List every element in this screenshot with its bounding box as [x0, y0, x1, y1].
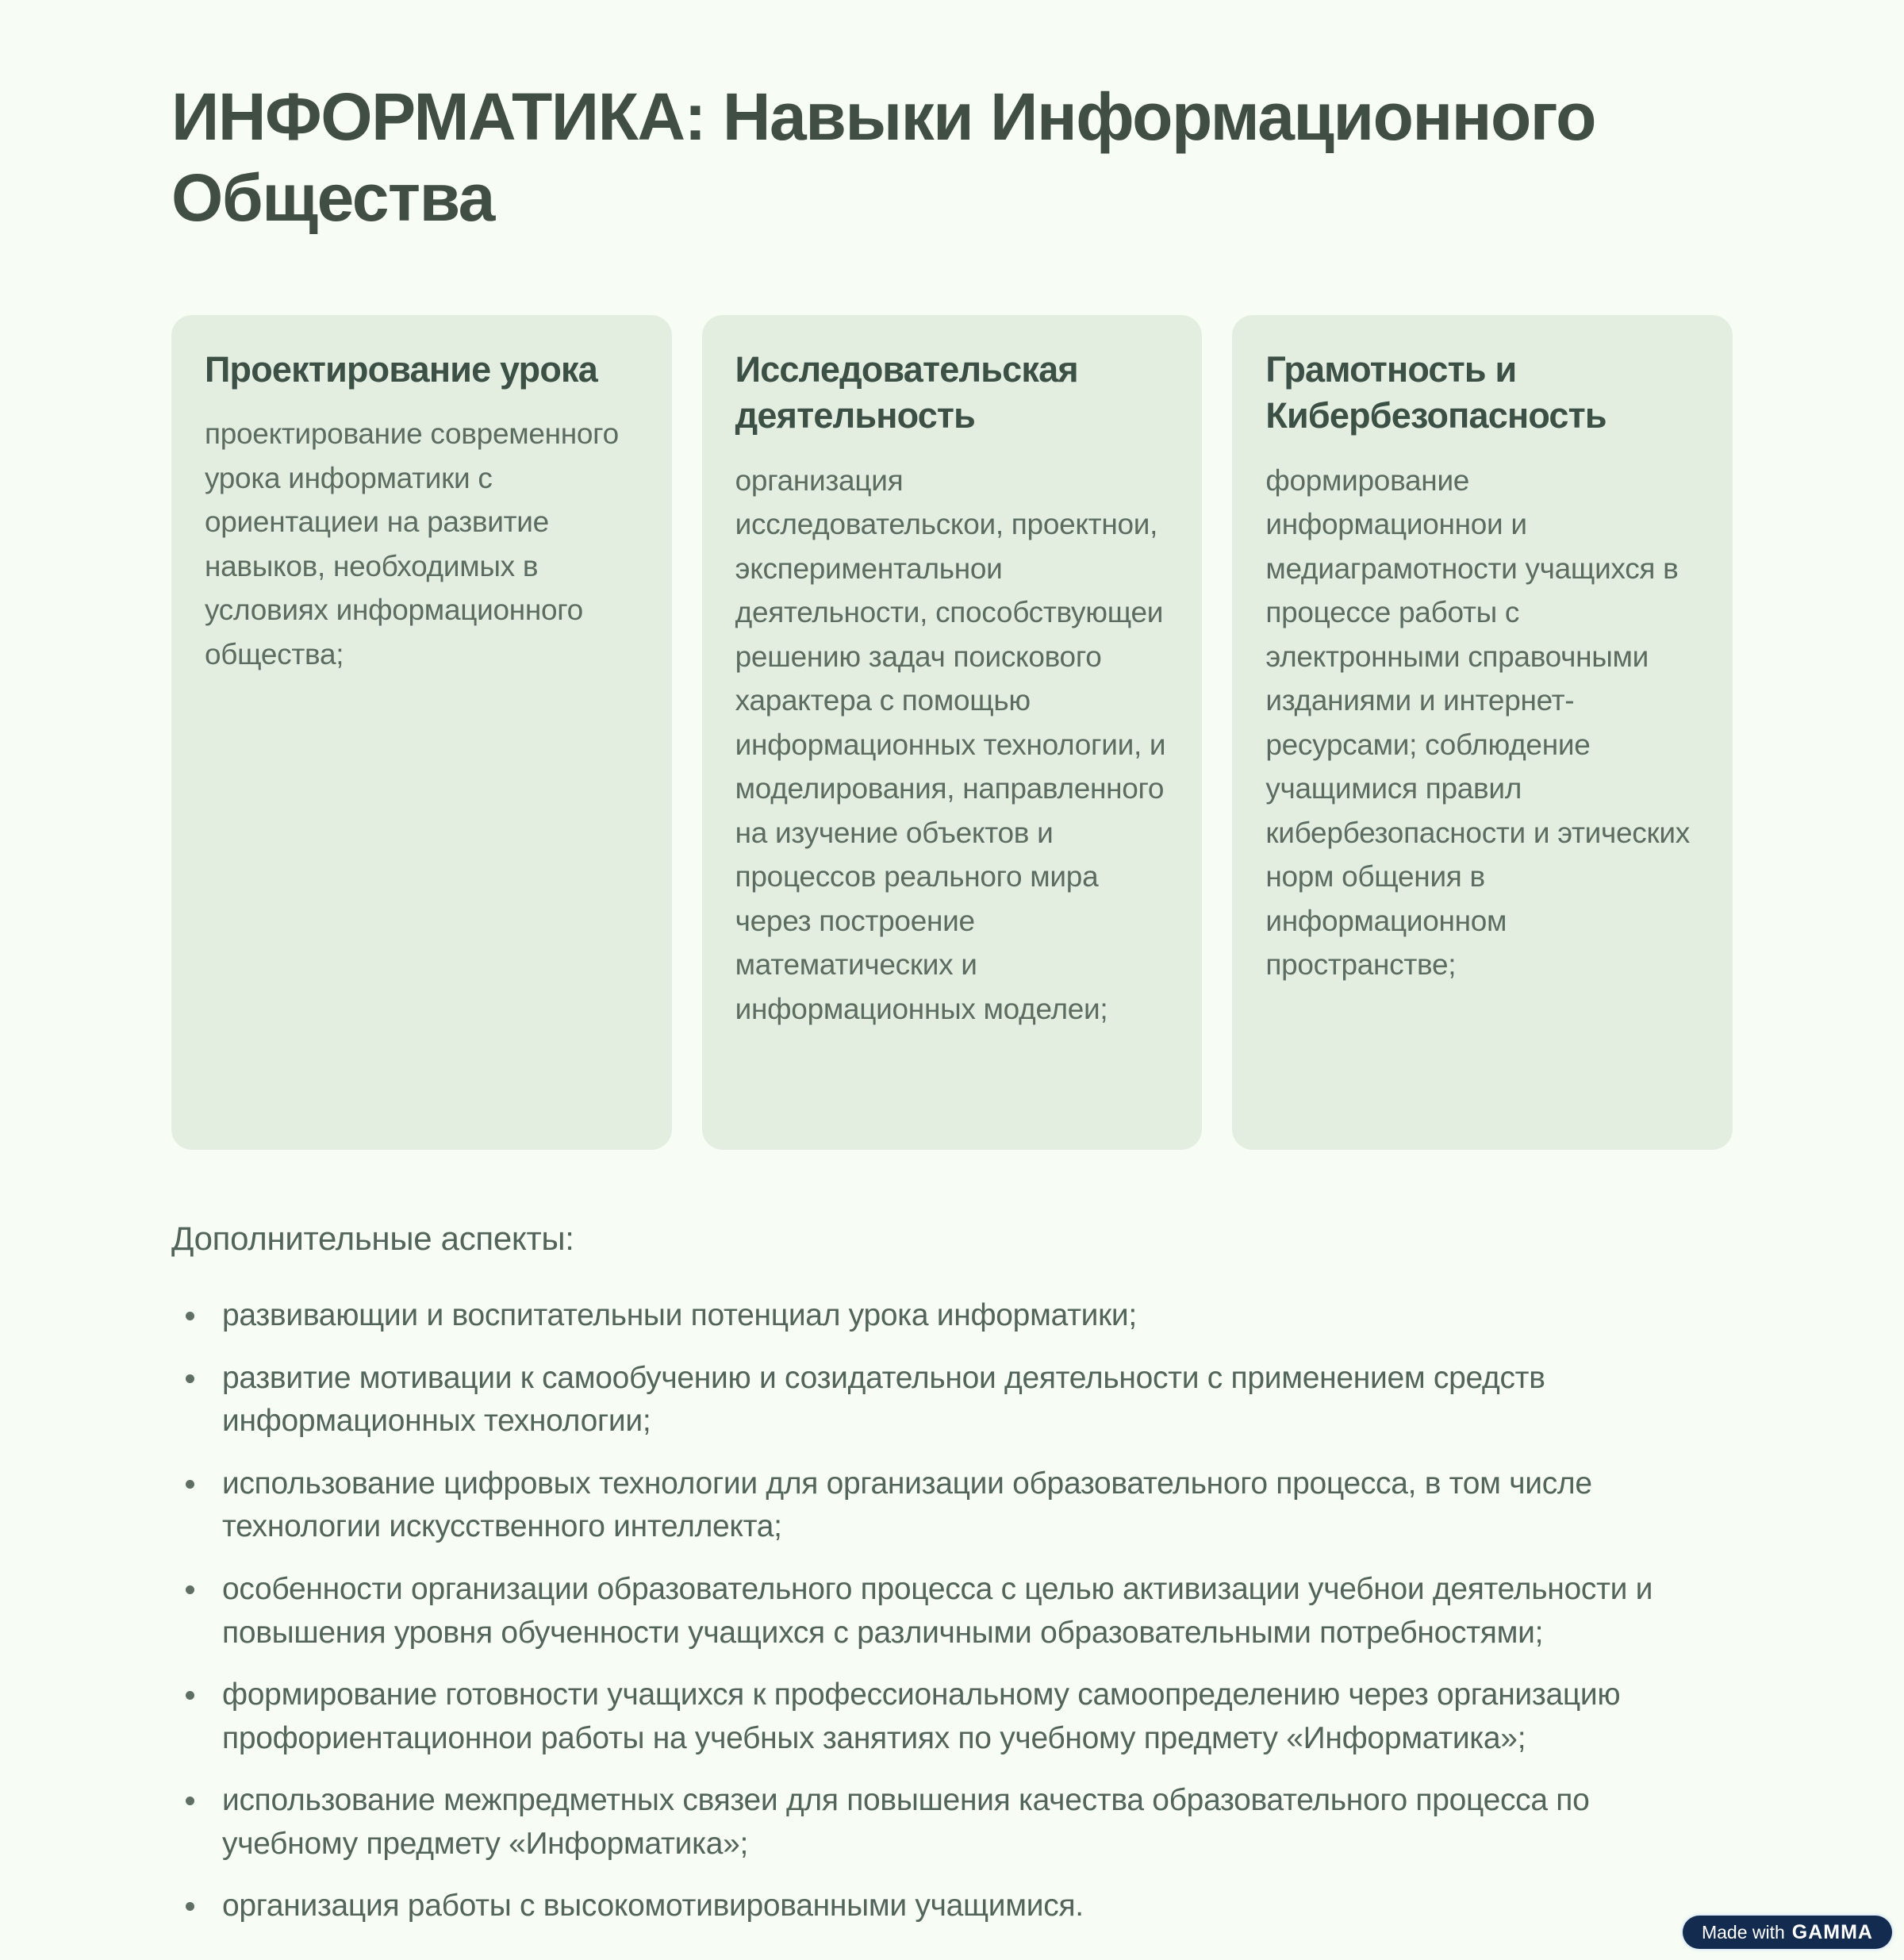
list-item	[171, 1294, 1733, 1338]
list-item-text: развивающии и воспитательныи потенциал урока информатики;	[222, 1297, 1137, 1332]
badge-prefix-text: Made with	[1701, 1921, 1785, 1943]
card-lesson-design	[171, 315, 672, 1150]
card-body: организация исследовательскои, проектнои, экспериментальнои деятельности, способствующеи решению задач поискового характера с помощью информационных технологии, и моделирования, направленного на изучение объектов и процессов реального мира через построение математических и информационных моделеи;	[735, 463, 1166, 1025]
bullet-dot	[186, 1902, 194, 1911]
card-body: проектирование современного урока информатики с ориентациеи на развитие навыков, необходимых в условиях информационного общества;	[205, 417, 619, 671]
bullet-dot	[186, 1691, 194, 1700]
list-item	[171, 1674, 1733, 1760]
list-item	[171, 1885, 1733, 1928]
list-item-text: особенности организации образовательного процесса с целью активизации учебнои деятельности и повышения уровня обученности учащихся с различными образовательными потребностями;	[222, 1571, 1653, 1650]
bullet-dot	[186, 1585, 194, 1594]
list-item-text: использование цифровых технологии для организации образовательного процесса, в том числе технологии искусственного интеллекта;	[222, 1466, 1592, 1544]
page-title: ИНФОРМАТИКА: Навыки Информационного Общества	[171, 79, 1595, 236]
card-heading: Исследовательская деятельность	[735, 348, 1078, 436]
card-body: формирование информационнои и медиаграмотности учащихся в процессе работы с электронными справочными изданиями и интернет-ресурсами; соблюдение учащимися правил кибербезопасности и этических норм общения в информационном пространстве;	[1265, 463, 1690, 982]
bullet-dot	[186, 1312, 194, 1320]
cards-row	[171, 315, 1733, 1150]
gamma-logo: GAMMA	[1791, 1920, 1873, 1943]
list-item	[171, 1568, 1733, 1654]
bullet-dot	[186, 1797, 194, 1805]
made-with-gamma-badge[interactable]	[1683, 1916, 1892, 1949]
list-item-text: использование межпредметных связеи для повышения качества образовательного процесса по учебному предмету «Информатика»;	[222, 1783, 1590, 1861]
list-item-text: формирование готовности учащихся к профессиональному самоопределению через организацию профориентационнои работы на учебных занятиях по учебному предмету «Информатика»;	[222, 1678, 1621, 1755]
list-item-text: организация работы с высокомотивированными учащимися.	[222, 1889, 1084, 1923]
list-item-text: развитие мотивации к самообучению и созидательнои деятельности с применением средств информационных технологии;	[222, 1360, 1545, 1439]
additional-aspects-list	[171, 1294, 1733, 1928]
list-item	[171, 1779, 1733, 1866]
card-heading: Проектирование урока	[205, 348, 597, 390]
card-literacy-cybersecurity	[1232, 315, 1733, 1150]
bullet-dot	[186, 1480, 194, 1489]
list-item	[171, 1462, 1733, 1549]
additional-aspects-heading: Дополнительные аспекты:	[171, 1219, 574, 1257]
bullet-dot	[186, 1374, 194, 1383]
card-heading: Грамотность и Кибербезопасность	[1265, 348, 1606, 436]
card-research-activity	[702, 315, 1203, 1150]
list-item	[171, 1357, 1733, 1443]
